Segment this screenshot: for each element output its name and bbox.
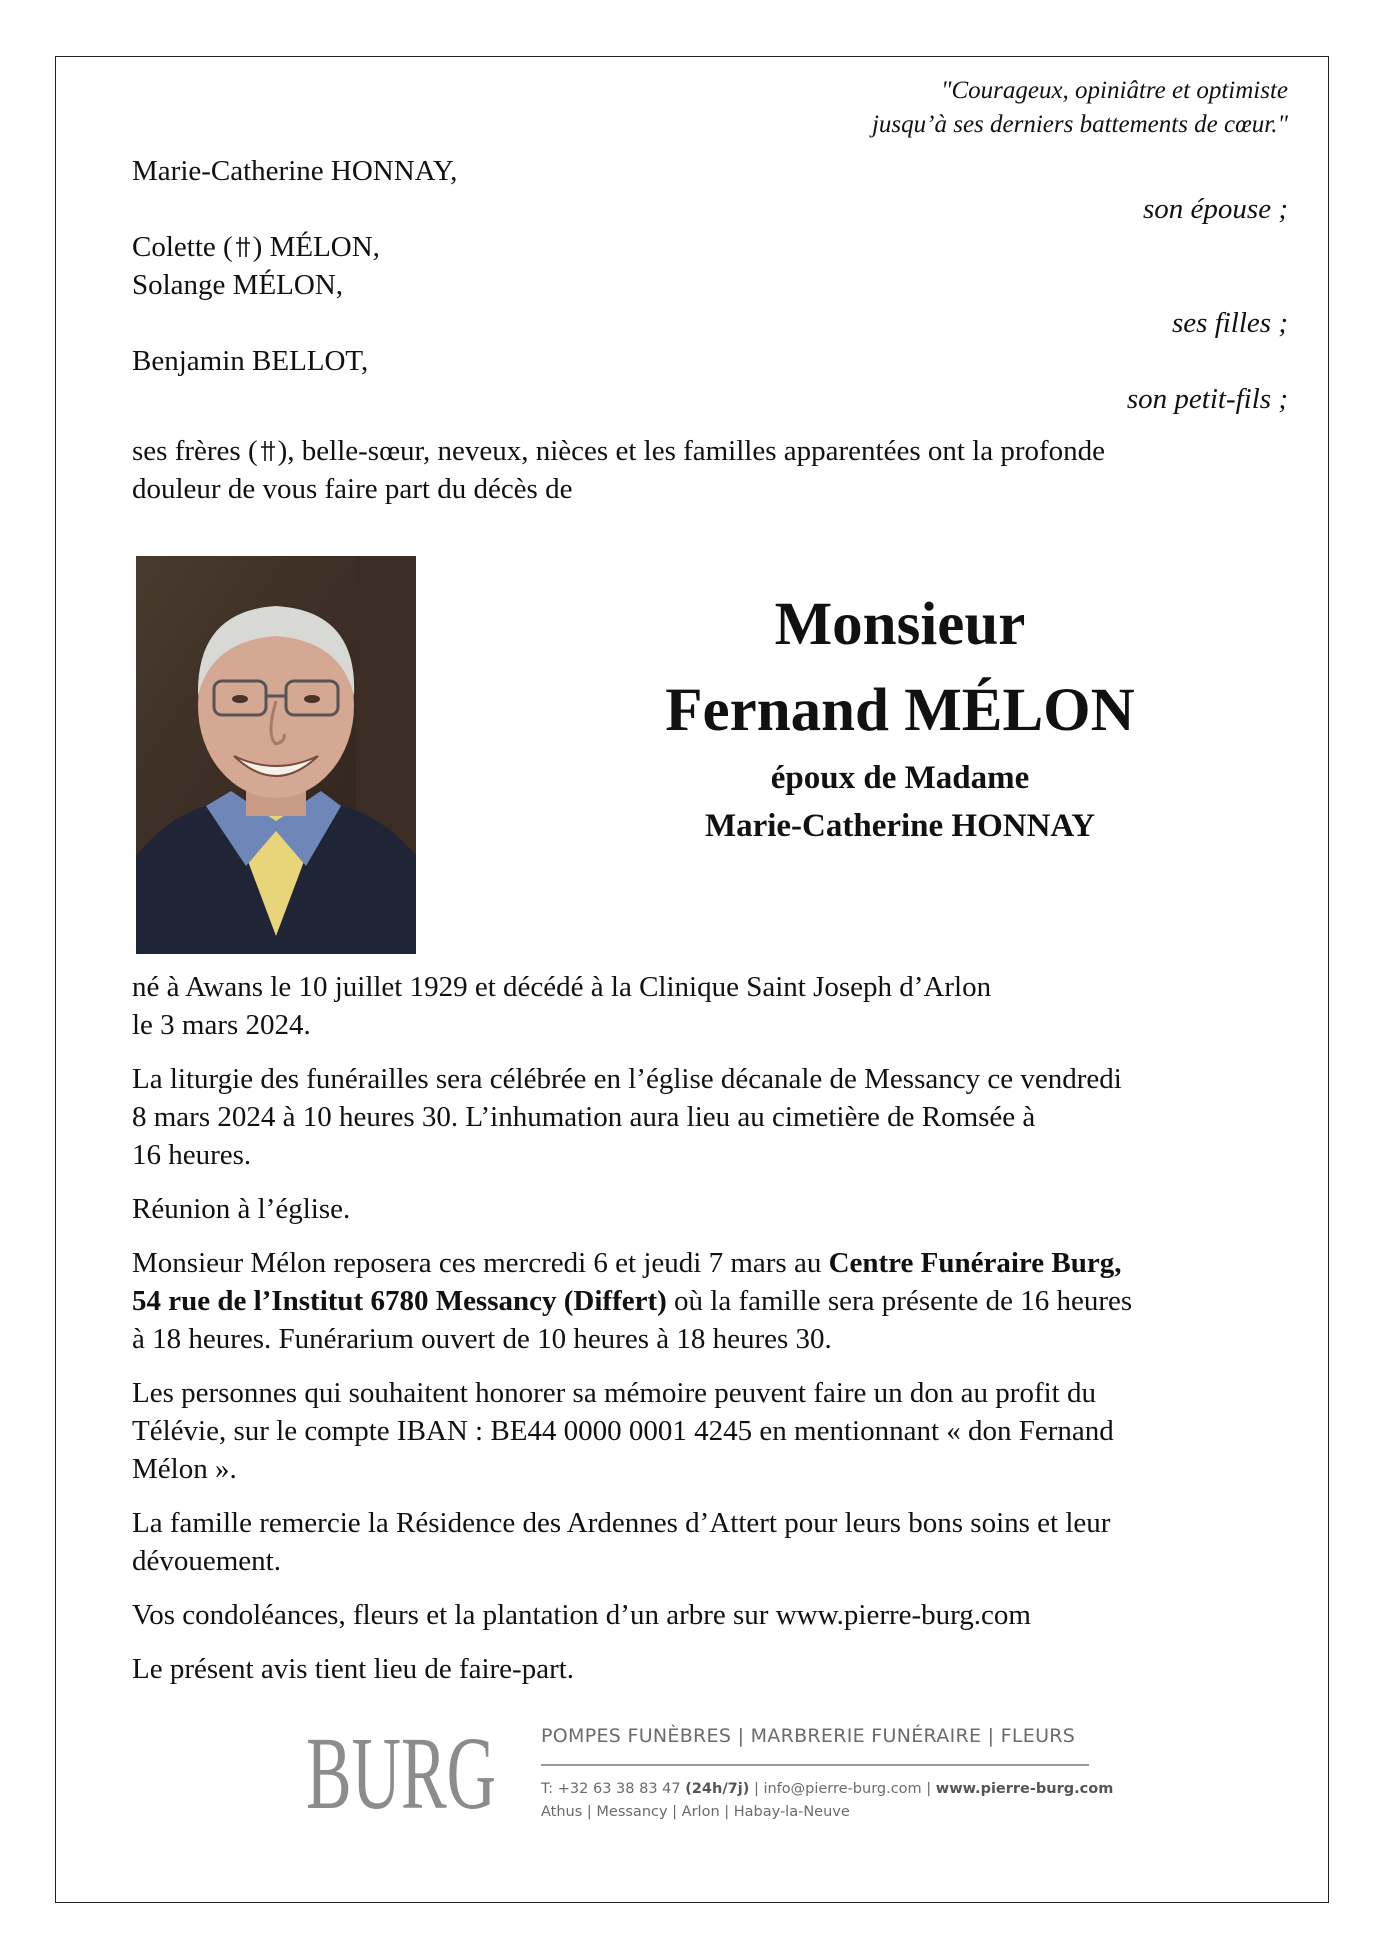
daughter-1-first: Colette ( — [132, 231, 233, 263]
others-text-start: ses frères ( — [132, 435, 258, 467]
spouse-full-name: Marie-Catherine HONNAY — [704, 808, 1096, 844]
phone-hours: (24h/7j) — [685, 1780, 750, 1797]
thanks-line-1: La famille remercie la Résidence des Ardennes d’Attert pour leurs bons soins et leur — [132, 1507, 1111, 1539]
liturgy-paragraph — [132, 1060, 1272, 1174]
daughter-2: Solange MÉLON, — [132, 269, 344, 301]
daughter-1-last: ) MÉLON, — [252, 231, 380, 263]
logo-text: BURG — [306, 1728, 496, 1818]
deceased-name: Fernand MÉLON — [665, 677, 1135, 744]
towns-line: Athus | Messancy | Arlon | Habay-la-Neuve — [541, 1803, 850, 1820]
services-line: POMPES FUNÈBRES | MARBRERIE FUNÉRAIRE | FLEURS — [541, 1725, 1076, 1747]
visitation-text-1: Monsieur Mélon reposera ces mercredi 6 et jeudi 7 mars au — [132, 1247, 829, 1279]
donation-line-1: Les personnes qui souhaitent honorer sa mémoire peuvent faire un don au profit du — [132, 1377, 1096, 1409]
funeral-centre-name: Centre Funéraire Burg, — [828, 1247, 1122, 1279]
reunion-paragraph: Réunion à l’église. — [132, 1193, 351, 1225]
liturgy-line-2: 8 mars 2024 à 10 heures 30. L’inhumation aura lieu au cimetière de Romsée à — [132, 1101, 1036, 1133]
announcement-line: douleur de vous faire part du décès de — [132, 473, 573, 505]
cross-icon — [234, 231, 252, 255]
daughters-role: ses filles ; — [1172, 307, 1288, 339]
others-text-end: ), belle-sœur, neveux, nièces et les familles apparentées ont la profonde — [277, 435, 1106, 467]
birth-death-paragraph — [132, 968, 1272, 1044]
website-link[interactable]: www.pierre-burg.com — [935, 1780, 1114, 1797]
notice-paragraph: Le présent avis tient lieu de faire-part. — [132, 1653, 575, 1685]
quote-line-1: "Courageux, opiniâtre et optimiste — [940, 77, 1288, 104]
spouse-name: Marie-Catherine HONNAY, — [132, 155, 458, 187]
visitation-text-3: à 18 heures. Funérarium ouvert de 10 heures à 18 heures 30. — [132, 1323, 832, 1355]
visitation-paragraph — [132, 1244, 1272, 1358]
quote-line-2: jusqu’à ses derniers battements de cœur." — [871, 111, 1288, 138]
thanks-paragraph — [132, 1504, 1272, 1580]
donation-line-2: Télévie, sur le compte IBAN : BE44 0000 0001 4245 en mentionnant « don Fernand — [132, 1415, 1114, 1447]
liturgy-line-3: 16 heures. — [132, 1139, 252, 1171]
spouse-of-label: époux de Madame — [770, 760, 1030, 796]
liturgy-line-1: La liturgie des funérailles sera célébrée en l’église décanale de Messancy ce vendredi — [132, 1063, 1122, 1095]
other-relatives — [132, 432, 1105, 470]
phone-number: T: +32 63 38 83 47 — [541, 1780, 686, 1797]
birth-line-1: né à Awans le 10 juillet 1929 et décédé à la Clinique Saint Joseph d’Arlon — [132, 971, 992, 1003]
daughter-1 — [132, 228, 380, 266]
epigraph-quote — [588, 74, 1288, 142]
visitation-text-2: où la famille sera présente de 16 heures — [666, 1285, 1133, 1317]
contact-line — [541, 1778, 1113, 1800]
footer-divider — [541, 1764, 1089, 1766]
cross-icon — [259, 435, 277, 459]
donation-paragraph — [132, 1374, 1272, 1488]
footer-info — [541, 1722, 1113, 1824]
funeral-centre-address: 54 rue de l’Institut 6780 Messancy (Differt) — [132, 1285, 667, 1317]
condolences-paragraph: Vos condoléances, fleurs et la plantation d’un arbre sur www.pierre-burg.com — [132, 1599, 1031, 1631]
grandson-name: Benjamin BELLOT, — [132, 345, 369, 377]
grandson-role: son petit-fils ; — [1126, 383, 1288, 415]
deceased-photo — [136, 556, 416, 954]
email-address: | info@pierre-burg.com | — [749, 1780, 936, 1797]
deceased-title: Monsieur — [774, 591, 1026, 658]
spouse-role: son épouse ; — [1143, 193, 1288, 225]
thanks-line-2: dévouement. — [132, 1545, 281, 1577]
obituary-body — [132, 968, 1272, 1704]
burg-logo — [306, 1728, 496, 1818]
donation-line-3: Mélon ». — [132, 1453, 237, 1485]
deceased-heading — [560, 590, 1240, 850]
birth-line-2: le 3 mars 2024. — [132, 1009, 311, 1041]
